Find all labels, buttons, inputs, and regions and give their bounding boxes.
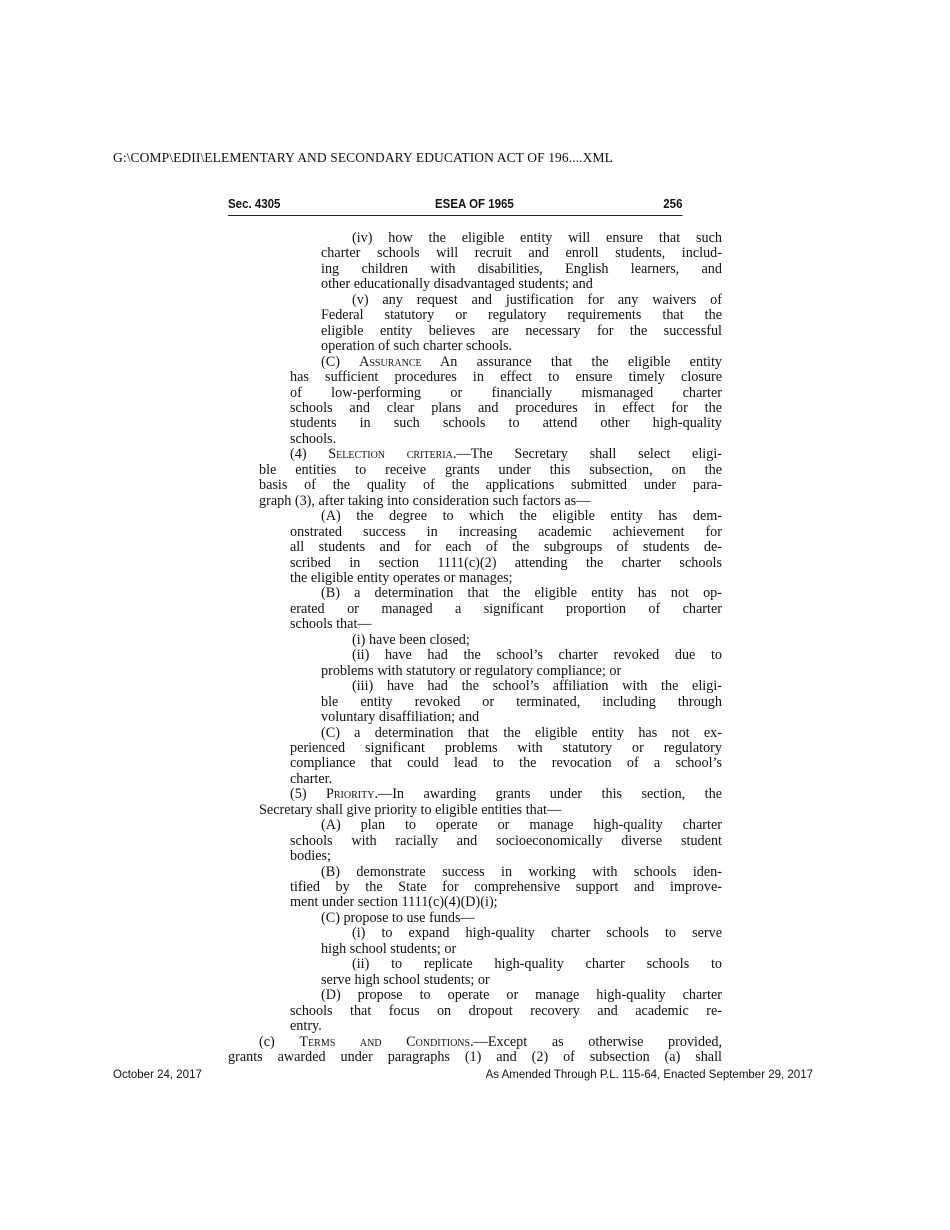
text-line: grants awarded under paragraphs (1) and (2) of subsection (a) shall [228,1050,722,1066]
paragraph-heading: Selection criteria [328,447,453,463]
running-header [228,197,682,216]
text-line: other educationally disadvantaged students; and [321,277,593,293]
text-line: perienced significant problems with statutory or regulatory [290,740,722,756]
text-line: Secretary shall give priority to eligible entities that— [259,802,562,818]
text-line: (i) to expand high-quality charter schools to serve [352,926,722,942]
text-line: onstrated success in increasing academic achievement for [290,524,722,540]
text-line: ment under section 1111(c)(4)(D)(i); [290,895,498,911]
text-line: tified by the State for comprehensive support and improve- [290,880,722,896]
text-line: (ii) have had the school’s charter revoked due to [352,648,722,664]
text-line: voluntary disaffiliation; and [321,710,480,726]
text-line: serve high school students; or [321,972,490,988]
text-line: (ii) to replicate high-quality charter schools to [352,957,722,973]
text-line: charter schools will recruit and enroll students, includ- [321,246,722,262]
text-line: has sufficient procedures in effect to ensure timely closure [290,370,722,386]
text-line: of low-performing or financially mismanaged charter [290,385,722,401]
text-line [290,787,722,802]
text-line: (iv) how the eligible entity will ensure that such [352,231,722,246]
text-line: scribed in section 1111(c)(2) attending the charter schools [290,555,722,571]
page-number: 256 [663,197,683,211]
text-line: ing children with disabilities, English learners, and [321,261,722,277]
text-line: (B) demonstrate success in working with schools iden- [321,864,722,880]
footer-date: October 24, 2017 [113,1069,202,1081]
file-path: G:\COMP\EDII\ELEMENTARY AND SECONDARY EDUCATION ACT OF 196....XML [113,150,613,165]
paragraph-heading: Priority [326,787,375,803]
text-line: schools that— [290,617,372,633]
text-line: schools. [290,431,337,447]
text-line: (B) a determination that the eligible entity has not op- [321,586,722,602]
act-title: ESEA OF 1965 [435,197,514,211]
text-line: the eligible entity operates or manages; [290,570,513,586]
text-line: charter. [290,771,333,787]
text-line: (v) any request and justification for any waivers of [352,292,722,308]
text-line: (D) propose to operate or manage high-quality charter [321,988,722,1004]
text-line: high school students; or [321,941,457,957]
text-line [259,1035,722,1050]
text-segment: .—Except as otherwise provided, [470,1034,722,1050]
text-line: graph (3), after taking into consideration such factors as— [259,493,591,509]
text-segment: An assurance that the eligible entity [440,354,722,370]
text-line: (i) have been closed; [352,632,470,648]
text-line: compliance that could lead to the revocation of a school’s [290,756,722,772]
paragraph-label: (C) [321,354,340,370]
text-line [290,447,722,462]
text-line [321,355,722,370]
paragraph-label: (4) [290,447,307,463]
text-line: all students and for each of the subgroups of students de- [290,540,722,556]
text-line: students in such schools to attend other high-quality [290,416,722,432]
text-segment: .—The Secretary shall select eligi- [452,447,722,463]
text-line: erated or managed a significant proportion of charter [290,601,722,617]
text-segment: .—In awarding grants under this section, the [374,787,722,803]
text-line: operation of such charter schools. [321,339,513,355]
paragraph-label: (c) [259,1034,275,1050]
footer-amended-note: As Amended Through P.L. 115-64, Enacted September 29, 2017 [485,1069,813,1081]
text-line: basis of the quality of the applications submitted under para- [259,478,722,494]
text-line: bodies; [290,849,331,865]
text-line: (C) propose to use funds— [321,910,475,926]
text-line: (iii) have had the school’s affiliation with the eligi- [352,679,722,695]
text-line: Federal statutory or regulatory requirements that the [321,308,722,324]
text-line: problems with statutory or regulatory compliance; or [321,663,622,679]
paragraph-heading: Assurance [359,354,422,370]
text-line: eligible entity believes are necessary for the successful [321,323,722,339]
text-line: ble entity revoked or terminated, including through [321,694,722,710]
text-line: schools with racially and socioeconomically diverse student [290,833,722,849]
section-number: Sec. 4305 [228,197,281,211]
text-line: ble entities to receive grants under this subsection, on the [259,462,722,478]
statute-text [228,231,722,1065]
paragraph-label: (5) [290,787,307,803]
text-line: (C) a determination that the eligible entity has not ex- [321,725,722,741]
text-line: (A) plan to operate or manage high-quality charter [321,818,722,834]
text-line: schools and clear plans and procedures in effect for the [290,400,722,416]
text-line: (A) the degree to which the eligible entity has dem- [321,509,722,525]
text-line: schools that focus on dropout recovery and academic re- [290,1003,722,1019]
paragraph-heading: Terms and Conditions [299,1034,471,1050]
text-line: entry. [290,1019,322,1035]
